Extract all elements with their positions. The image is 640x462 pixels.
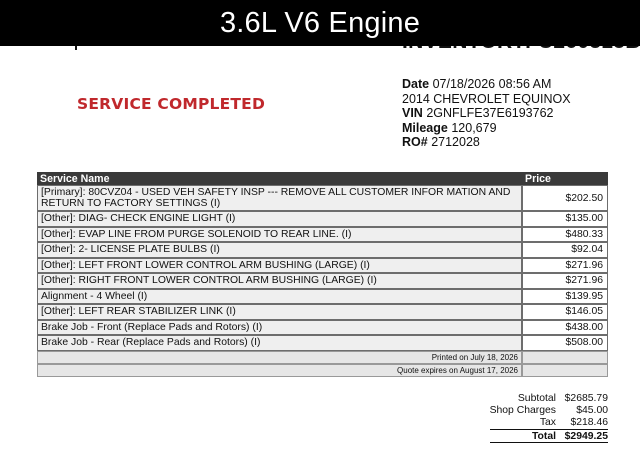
price-cell: $271.96 bbox=[522, 258, 608, 274]
table-row bbox=[37, 211, 608, 227]
table-row bbox=[37, 185, 608, 211]
subtotal-value: $2685.79 bbox=[564, 393, 608, 404]
vin-label: VIN bbox=[402, 106, 423, 121]
price-cell: $146.05 bbox=[522, 304, 608, 320]
total-row bbox=[490, 429, 608, 443]
service-name-cell: [Other]: RIGHT FRONT LOWER CONTROL ARM BUSHING (LARGE) (I) bbox=[37, 273, 522, 289]
table-row bbox=[37, 335, 608, 351]
total-value: $2949.25 bbox=[564, 431, 608, 442]
table-row bbox=[37, 227, 608, 243]
service-completed-stamp: SERVICE COMPLETED bbox=[77, 95, 266, 113]
shop-charges-label: Shop Charges bbox=[489, 405, 556, 416]
table-row bbox=[37, 320, 608, 336]
table-row bbox=[37, 258, 608, 274]
video-title-banner: 3.6L V6 Engine bbox=[0, 0, 640, 46]
service-name-cell: [Other]: DIAG- CHECK ENGINE LIGHT (I) bbox=[37, 211, 522, 227]
service-name-header: Service Name bbox=[37, 172, 522, 185]
mileage-line bbox=[402, 121, 571, 136]
table-row bbox=[37, 273, 608, 289]
ro-value: 2712028 bbox=[431, 135, 480, 150]
price-cell: $480.33 bbox=[522, 227, 608, 243]
date-label: Date bbox=[402, 77, 430, 91]
total-label: Total bbox=[531, 431, 556, 442]
table-row bbox=[37, 242, 608, 258]
service-table bbox=[37, 172, 608, 377]
date-value: 07/18/2026 08:56 AM bbox=[432, 77, 552, 91]
printed-on-row bbox=[37, 351, 608, 364]
service-name-cell: Alignment - 4 Wheel (I) bbox=[37, 289, 522, 305]
service-name-cell: [Other]: 2- LICENSE PLATE BULBS (I) bbox=[37, 242, 522, 258]
service-name-cell: Brake Job - Rear (Replace Pads and Rotors) (I) bbox=[37, 335, 522, 351]
ro-label: RO# bbox=[402, 135, 428, 150]
mileage-label: Mileage bbox=[402, 120, 448, 135]
vin-value: 2GNFLFE37E6193762 bbox=[426, 106, 554, 121]
tax-value: $218.46 bbox=[570, 417, 608, 428]
price-cell: $202.50 bbox=[522, 185, 608, 211]
shop-charges-value: $45.00 bbox=[576, 405, 608, 416]
empty-cell bbox=[522, 351, 608, 364]
vehicle-model: 2014 CHEVROLET EQUINOX bbox=[402, 91, 571, 106]
subtotal-label: Subtotal bbox=[517, 393, 556, 404]
ro-line bbox=[402, 135, 571, 150]
service-name-cell: Brake Job - Front (Replace Pads and Rotors) (I) bbox=[37, 320, 522, 336]
table-row bbox=[37, 304, 608, 320]
date-line bbox=[402, 77, 571, 92]
empty-cell bbox=[522, 364, 608, 377]
price-cell: $135.00 bbox=[522, 211, 608, 227]
printed-on-text: Printed on July 18, 2026 bbox=[37, 351, 522, 364]
table-header-row bbox=[37, 172, 608, 185]
shop-charges-row bbox=[460, 405, 608, 417]
price-cell: $271.96 bbox=[522, 273, 608, 289]
quote-expires-row bbox=[37, 364, 608, 377]
vehicle-info bbox=[402, 77, 571, 150]
service-name-cell: [Other]: LEFT REAR STABILIZER LINK (I) bbox=[37, 304, 522, 320]
price-cell: $508.00 bbox=[522, 335, 608, 351]
subtotal-row bbox=[460, 393, 608, 405]
service-name-cell: [Other]: LEFT FRONT LOWER CONTROL ARM BUSHING (LARGE) (I) bbox=[37, 258, 522, 274]
price-header: Price bbox=[522, 172, 608, 185]
tax-row bbox=[460, 417, 608, 429]
price-cell: $92.04 bbox=[522, 242, 608, 258]
mileage-value: 120,679 bbox=[451, 120, 497, 135]
service-name-cell: [Primary]: 80CVZ04 - USED VEH SAFETY INSP --- REMOVE ALL CUSTOMER INFOR MATION AND RETURN TO FACTORY SETTINGS (I) bbox=[37, 185, 522, 211]
price-cell: $139.95 bbox=[522, 289, 608, 305]
quote-expires-text: Quote expires on August 17, 2026 bbox=[37, 364, 522, 377]
vin-line bbox=[402, 106, 571, 121]
totals-block bbox=[460, 393, 608, 443]
price-cell: $438.00 bbox=[522, 320, 608, 336]
tax-label: Tax bbox=[539, 417, 556, 428]
service-name-cell: [Other]: EVAP LINE FROM PURGE SOLENOID TO REAR LINE. (I) bbox=[37, 227, 522, 243]
table-row bbox=[37, 289, 608, 305]
